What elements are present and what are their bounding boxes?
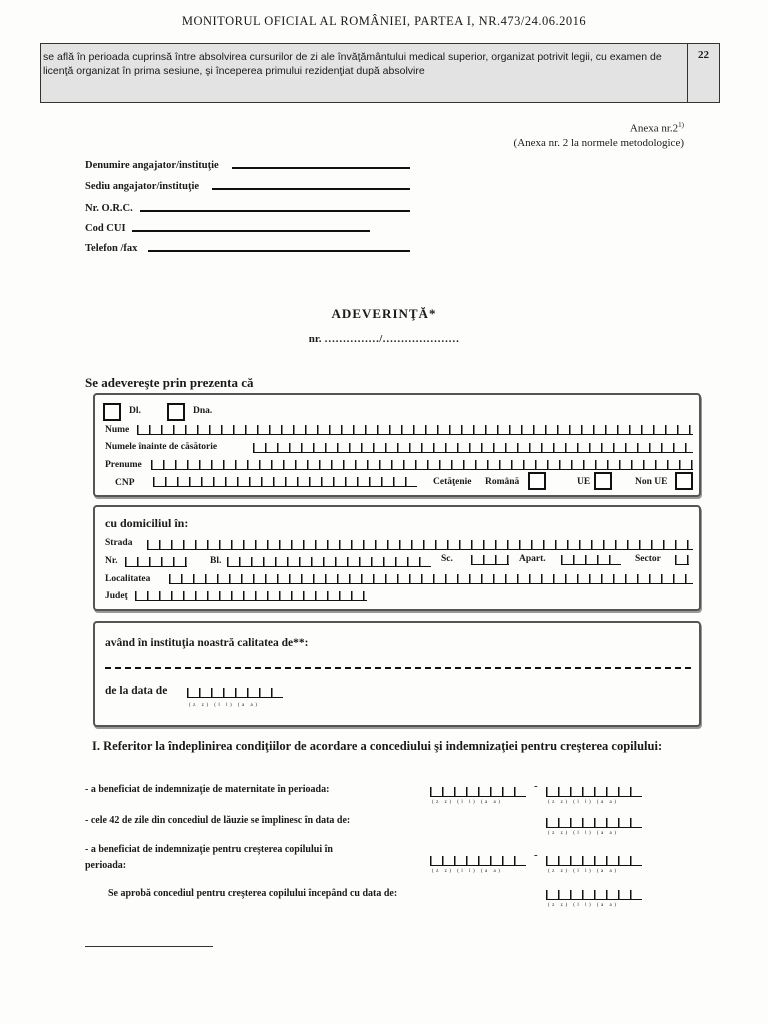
leave-approved-format: (z z) (l l) (a a) bbox=[548, 903, 619, 908]
cui-field[interactable] bbox=[132, 230, 370, 232]
county-field[interactable] bbox=[135, 591, 367, 601]
sector-field[interactable] bbox=[675, 555, 689, 565]
citizenship-non-eu-label: Non UE bbox=[635, 477, 668, 487]
intro-text: Se adevereşte prin prezenta că bbox=[85, 375, 254, 390]
childcare-start-format: (z z) (l l) (a a) bbox=[432, 869, 503, 874]
childcare-period-label-line2: perioada: bbox=[85, 860, 127, 871]
cnp-field[interactable] bbox=[153, 477, 417, 487]
employer-name-field[interactable] bbox=[232, 167, 410, 169]
table-row-22 bbox=[40, 43, 720, 103]
block-field[interactable] bbox=[227, 557, 431, 567]
orc-label: Nr. O.R.C. bbox=[85, 203, 133, 214]
citizenship-label: Cetăţenie bbox=[433, 477, 472, 487]
maternity-period-label: - a beneficiat de indemnizaţie de maternitate în perioada: bbox=[85, 784, 330, 795]
table-row-text: se află în perioada cuprinsă între absolvirea cursurilor de zi ale învăţământului medical superior, organizat potrivit legii, cu examen de licenţă organizat în prima sesiune, şi începerea primului rezidenţiat după absolvire bbox=[43, 51, 662, 77]
address-panel bbox=[93, 505, 701, 611]
section-1-title: Referitor la îndeplinirea condiţiilor de acordare a concediului şi indemnizaţiei pentru creşterea copilului: bbox=[103, 739, 663, 753]
postpartum-date-label: - cele 42 de zile din concediul de lăuzie se împlinesc în data de: bbox=[85, 815, 351, 826]
street-label: Strada bbox=[105, 538, 133, 548]
citizenship-romanian-label: Română bbox=[485, 477, 520, 487]
maternity-start-date[interactable] bbox=[430, 787, 526, 797]
mrs-checkbox[interactable] bbox=[167, 403, 185, 421]
staircase-label: Sc. bbox=[441, 554, 453, 564]
section-1-number: I. bbox=[92, 739, 100, 753]
first-name-label: Prenume bbox=[105, 460, 142, 470]
phone-fax-field[interactable] bbox=[148, 250, 410, 252]
maternity-range-dash: - bbox=[534, 780, 538, 792]
childcare-start-date[interactable] bbox=[430, 856, 526, 866]
orc-field[interactable] bbox=[140, 210, 410, 212]
since-date-format: (z z) (l l) (a a) bbox=[189, 703, 260, 708]
leave-approved-date[interactable] bbox=[546, 890, 642, 900]
annex-subtitle: (Anexa nr. 2 la normele metodologice) bbox=[513, 136, 684, 149]
quality-panel bbox=[93, 621, 701, 727]
address-heading: cu domiciliul în: bbox=[105, 516, 189, 530]
street-field[interactable] bbox=[147, 540, 693, 550]
apartment-label: Apart. bbox=[519, 554, 546, 564]
postpartum-date-format: (z z) (l l) (a a) bbox=[548, 831, 619, 836]
section-1-heading bbox=[92, 736, 692, 756]
street-number-label: Nr. bbox=[105, 556, 118, 566]
postpartum-date[interactable] bbox=[546, 818, 642, 828]
quality-heading: având în instituţia noastră calitatea de**: bbox=[105, 637, 309, 649]
footnote-separator bbox=[85, 946, 213, 947]
employer-name-label: Denumire angajator/instituţie bbox=[85, 160, 219, 171]
street-number-field[interactable] bbox=[125, 557, 187, 567]
sector-label: Sector bbox=[635, 554, 661, 564]
first-name-field[interactable] bbox=[151, 460, 693, 470]
childcare-end-format: (z z) (l l) (a a) bbox=[548, 869, 619, 874]
maiden-name-label: Numele înainte de căsătorie bbox=[105, 442, 218, 452]
citizenship-eu-checkbox[interactable] bbox=[594, 472, 612, 490]
maternity-end-date[interactable] bbox=[546, 787, 642, 797]
document-title: ADEVERINŢĂ* bbox=[331, 306, 437, 321]
annex-label bbox=[514, 118, 684, 150]
city-label: Localitatea bbox=[105, 574, 151, 584]
quality-field[interactable] bbox=[105, 667, 691, 669]
page-header: MONITORUL OFICIAL AL ROMÂNIEI, PARTEA I, NR.473/24.06.2016 bbox=[181, 14, 587, 28]
county-label: Judeţ bbox=[105, 591, 128, 601]
maternity-end-format: (z z) (l l) (a a) bbox=[548, 800, 619, 805]
annex-footnote-ref: 1) bbox=[678, 121, 684, 129]
name-label: Nume bbox=[105, 425, 130, 435]
block-label: Bl. bbox=[210, 556, 222, 566]
since-date-field[interactable] bbox=[187, 688, 283, 698]
phone-fax-label: Telefon /fax bbox=[85, 243, 138, 254]
annex-number: Anexa nr.2 bbox=[629, 122, 679, 135]
citizenship-eu-label: UE bbox=[577, 477, 591, 487]
name-field[interactable] bbox=[137, 425, 693, 435]
mr-checkbox[interactable] bbox=[103, 403, 121, 421]
apartment-field[interactable] bbox=[561, 555, 621, 565]
employer-address-field[interactable] bbox=[212, 188, 410, 190]
city-field[interactable] bbox=[169, 574, 693, 584]
mr-label: Dl. bbox=[129, 406, 141, 416]
childcare-period-label-line1: - a beneficiat de indemnizaţie pentru creşterea copilului în bbox=[85, 844, 333, 855]
cui-label: Cod CUI bbox=[85, 223, 126, 234]
mrs-label: Dna. bbox=[193, 406, 213, 416]
childcare-range-dash: - bbox=[534, 849, 538, 861]
leave-approved-label: Se aprobă concediul pentru creşterea copilului începând cu data de: bbox=[108, 888, 398, 899]
cnp-label: CNP bbox=[115, 478, 135, 488]
table-row-number: 22 bbox=[687, 44, 719, 102]
citizenship-non-eu-checkbox[interactable] bbox=[675, 472, 693, 490]
document-number-line: nr. ……………/………………… bbox=[308, 333, 460, 345]
childcare-end-date[interactable] bbox=[546, 856, 642, 866]
maternity-start-format: (z z) (l l) (a a) bbox=[432, 800, 503, 805]
employer-address-label: Sediu angajator/instituţie bbox=[85, 181, 200, 192]
since-date-label: de la data de bbox=[105, 685, 168, 697]
maiden-name-field[interactable] bbox=[253, 443, 693, 453]
staircase-field[interactable] bbox=[471, 555, 509, 565]
person-panel bbox=[93, 393, 701, 497]
citizenship-romanian-checkbox[interactable] bbox=[528, 472, 546, 490]
